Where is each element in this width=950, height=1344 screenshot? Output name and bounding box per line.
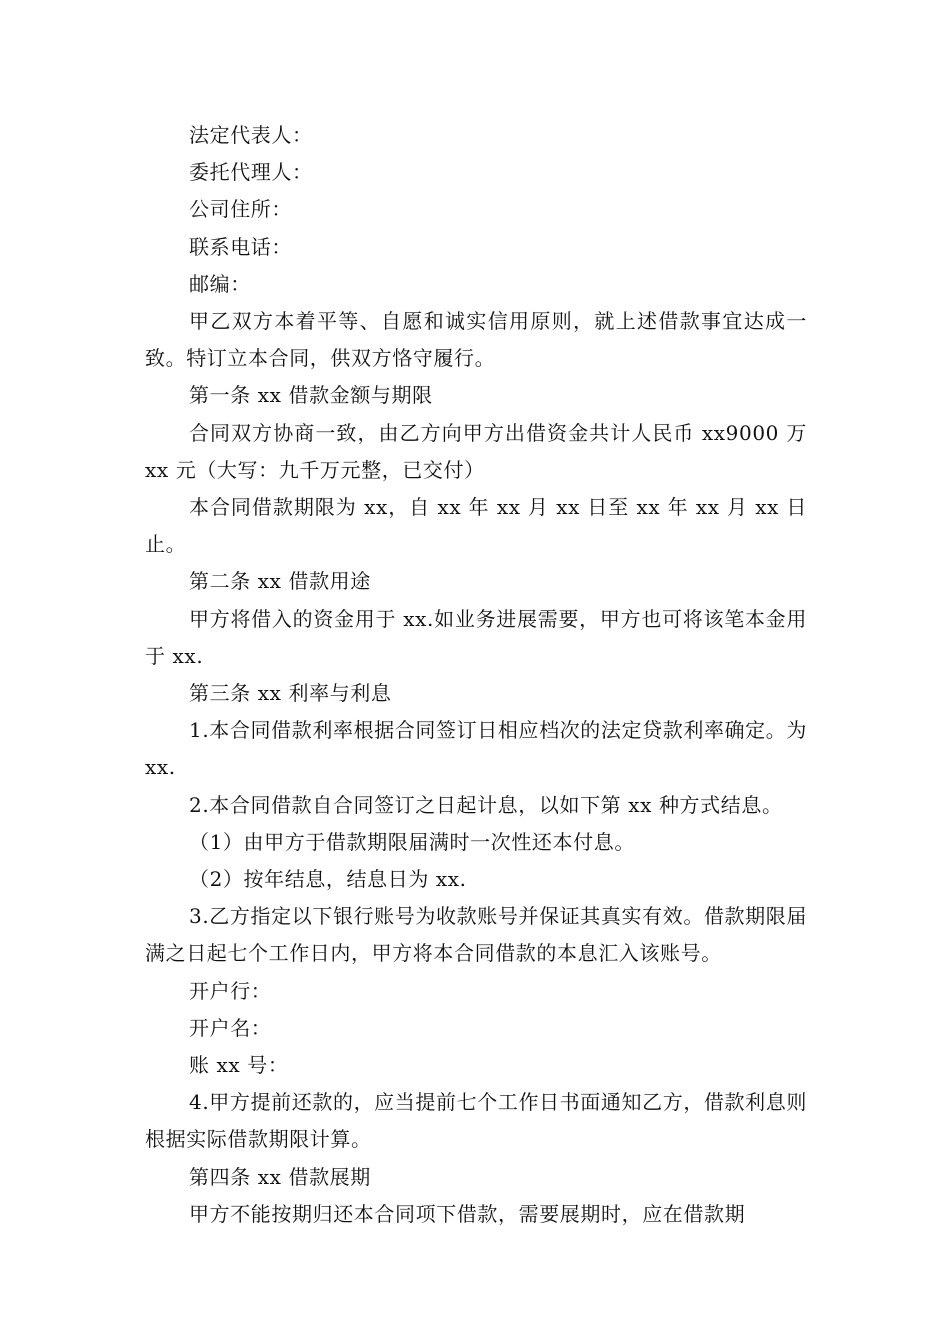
contact-phone-line: 联系电话： — [189, 234, 292, 259]
article-3-clause-2: 2.本合同借款自合同签订之日起计息，以如下第 xx 种方式结息。 — [189, 792, 783, 817]
article-1-term: 本合同借款期限为 xx，自 xx 年 xx 月 xx 日至 xx 年 xx 月 xx 日止。 — [145, 495, 807, 557]
article-3-clause-4: 4.甲方提前还款的，应当提前七个工作日书面通知乙方，借款利息则根据实际借款期限计算。 — [145, 1090, 807, 1152]
article-4-extension: 甲方不能按期归还本合同项下借款，需要展期时，应在借款期 — [189, 1201, 746, 1226]
document-body — [145, 117, 807, 1233]
article-1-amount: 合同双方协商一致，由乙方向甲方出借资金共计人民币 xx9000 万 xx 元（大写：九千万元整，已交付） — [145, 420, 807, 482]
postal-code-line: 邮编： — [189, 271, 251, 296]
article-3-option-1: （1）由甲方于借款期限届满时一次性还本付息。 — [189, 829, 635, 854]
bank-name-line: 开户行： — [189, 978, 272, 1003]
article-4-heading: 第四条 xx 借款展期 — [189, 1164, 371, 1189]
article-2-heading: 第二条 xx 借款用途 — [189, 569, 371, 594]
legal-representative-line: 法定代表人： — [189, 123, 313, 147]
article-1-heading: 第一条 xx 借款金额与期限 — [189, 383, 433, 408]
article-3-clause-3: 3.乙方指定以下银行账号为收款账号并保证其真实有效。借款期限届满之日起七个工作日内，甲方将本合同借款的本息汇入该账号。 — [145, 904, 807, 966]
company-address-line: 公司住所： — [189, 197, 292, 222]
article-3-heading: 第三条 xx 利率与利息 — [189, 681, 392, 706]
article-2-purpose: 甲方将借入的资金用于 xx.如业务进展需要，甲方也可将该笔本金用于 xx. — [145, 606, 807, 668]
article-3-option-2: （2）按年结息，结息日为 xx. — [189, 867, 467, 892]
article-3-clause-1: 1.本合同借款利率根据合同签订日相应档次的法定贷款利率确定。为 xx. — [145, 718, 807, 780]
account-number-line: 账 xx 号： — [189, 1053, 289, 1078]
agreement-preamble: 甲乙双方本着平等、自愿和诚实信用原则，就上述借款事宜达成一致。特订立本合同，供双方恪守履行。 — [145, 309, 807, 371]
account-name-line: 开户名： — [189, 1015, 272, 1040]
authorized-agent-line: 委托代理人： — [189, 160, 313, 185]
